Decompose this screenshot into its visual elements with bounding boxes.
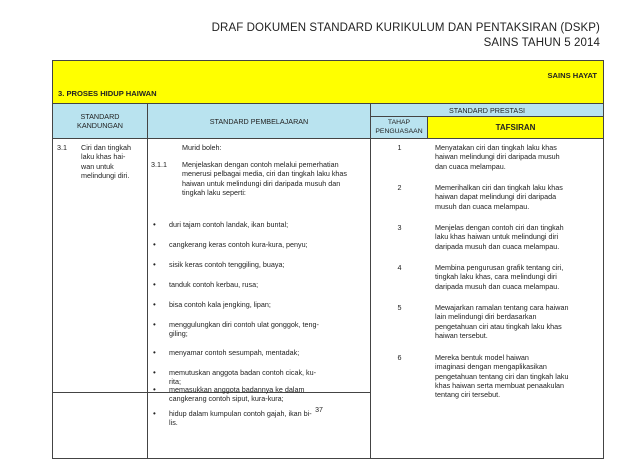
- document-header-subtitle: SAINS TAHUN 5 2014: [483, 37, 600, 49]
- curriculum-table: [52, 60, 604, 459]
- pembelajaran-intro: Murid boleh:: [182, 143, 222, 152]
- kandungan-number: 3.1: [57, 143, 67, 152]
- pembelajaran-cell-cont: • memasukkan anggota badannya ke dalam cangkerang contoh siput, kura-kura; • hidup dalam kumpulan contoh gajah, ikan bi- lis.: [148, 393, 371, 459]
- prestasi-cell: 1 Menyatakan ciri dan tingkah laku khas haiwan melindungi diri daripada musuh dan cuaca melampau. 2 Memerihalkan ciri dan tingkah laku khas haiwan dapat melindungi diri daripada musuh dan cuaca melampau. 3 Menjelas dengan contoh ciri dan tingkah laku khas haiwan untuk melindungi diri daripada musuh dan cuaca melampau. 4 Membina pengurusan grafik tentang ciri, tingkah laku khas, cara melindungi diri daripada musuh dan cuaca melampau. 5 Mewajarkan ramalan tentang cara haiwan lain melindungi diri berdasarkan pengetahuan ciri atau tingkah laku khas haiwan tersebut. 6 Mereka bentuk model haiwan imaginasi dengan mengaplikasikan pengetahuan tentang ciri dan tingkah laku khas haiwan serta membuat penaakulan tentang ciri tersebut.: [371, 139, 604, 459]
- page-number: 37: [315, 407, 323, 414]
- kandungan-text: Ciri dan tingkah laku khas hai- wan untuk melindungi diri.: [81, 143, 131, 180]
- bullet-icon: •: [153, 280, 156, 289]
- kandungan-cell: [53, 139, 148, 393]
- bullet-icon: •: [153, 385, 156, 394]
- bullet-icon: •: [153, 409, 156, 418]
- header-tafsiran: TAFSIRAN: [428, 117, 604, 139]
- kandungan-cell-cont: [53, 393, 148, 459]
- pembelajaran-text: Menjelaskan dengan contoh melalui pemerhatian menerusi pelbagai media, ciri dan tingkah laku khas haiwan untuk melindungi diri daripada musuh dan tingkah laku seperti:: [182, 160, 348, 197]
- bullet-icon: •: [153, 240, 156, 249]
- topic-row: [53, 61, 604, 104]
- bullet-icon: •: [153, 220, 156, 229]
- bullet-icon: •: [153, 300, 156, 309]
- header-standard-kandungan: STANDARD KANDUNGAN: [53, 104, 148, 139]
- pembelajaran-cell: Murid boleh: 3.1.1 Menjelaskan dengan contoh melalui pemerhatian menerusi pelbagai media, ciri dan tingkah laku khas haiwan untuk melindungi diri daripada musuh dan tingkah laku seperti: • duri tajam contoh landak, ikan buntal; • cangkerang keras contoh kura-kura, penyu; • sisik keras contoh tenggiling, buaya; • tanduk contoh kerbau, rusa; • bisa contoh kala jengking, lipan; • menggulungkan diri contoh ulat gonggok, teng- giling; • menyamar contoh sesumpah, mentadak; • memutuskan anggota badan contoh cicak, ku- rita;: [148, 139, 371, 393]
- bullet-icon: •: [153, 320, 156, 329]
- header-standard-pembelajaran: STANDARD PEMBELAJARAN: [148, 104, 371, 139]
- bullet-icon: •: [153, 368, 156, 377]
- bullet-icon: •: [153, 260, 156, 269]
- pembelajaran-number: 3.1.1: [151, 160, 167, 169]
- topic-title: 3. PROSES HIDUP HAIWAN: [58, 89, 157, 98]
- header-tahap-penguasaan: TAHAP PENGUASAAN: [371, 117, 428, 139]
- bullet-icon: •: [153, 348, 156, 357]
- header-standard-prestasi: STANDARD PRESTASI: [371, 104, 604, 117]
- subject-label: SAINS HAYAT: [547, 71, 597, 80]
- document-header-title: DRAF DOKUMEN STANDARD KURIKULUM DAN PENTAKSIRAN (DSKP): [211, 22, 600, 34]
